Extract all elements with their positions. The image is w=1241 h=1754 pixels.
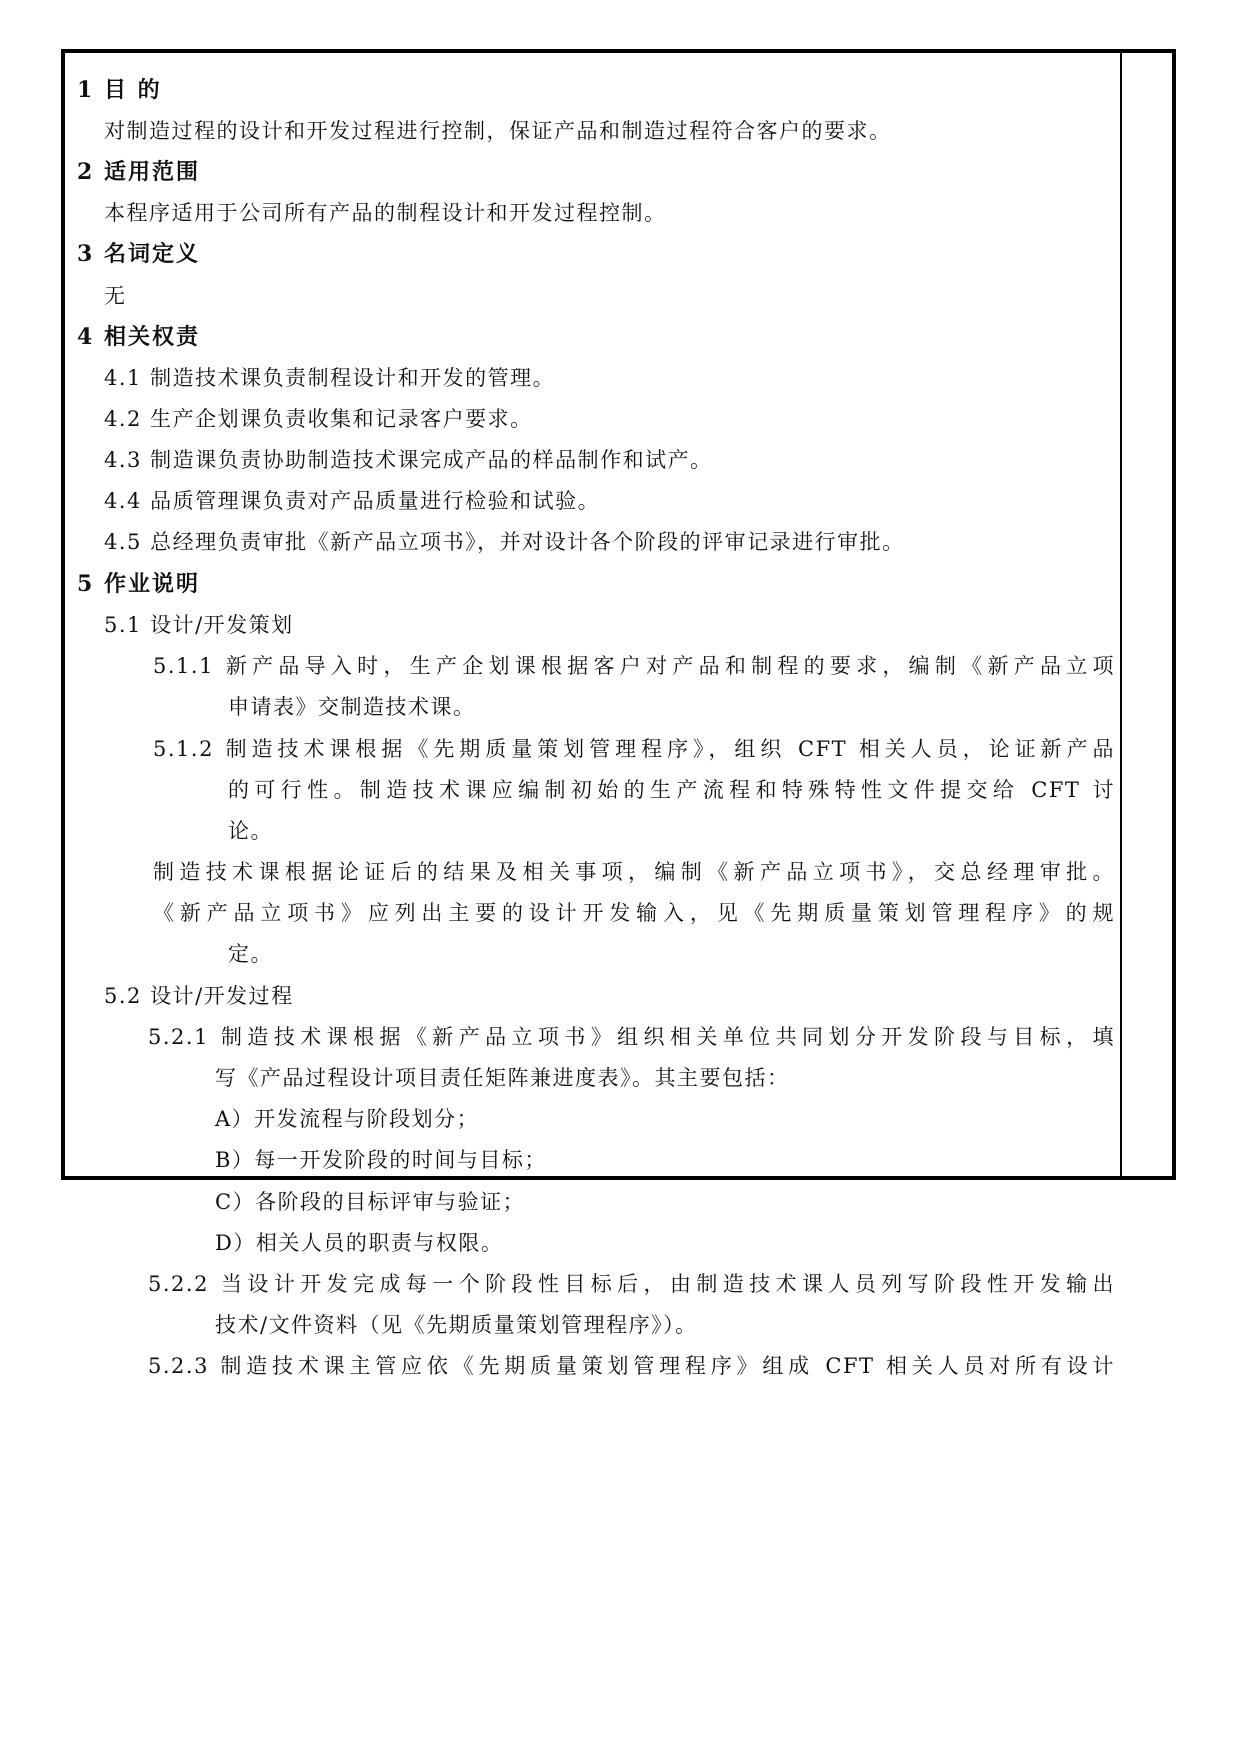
section-3-heading: 3 名词定义 [77,241,200,267]
document-content [65,53,1120,1378]
paragraph-5-2-1-line-2: 写《产品过程设计项目责任矩阵兼进度表》。其主要包括： [215,1066,790,1090]
list-item: C）各阶段的目标评审与验证； [215,1190,526,1214]
paragraph-5-1-4-line-1: 《新产品立项书》应列出主要的设计开发输入，见《先期质量策划管理程序》的规 [153,901,1115,925]
section-4-heading: 4 相关权责 [77,324,200,350]
section-2-body: 本程序适用于公司所有产品的制程设计和开发过程控制。 [104,201,667,225]
paragraph-5-1-1-line-1: 5.1.1 新产品导入时，生产企划课根据客户对产品和制程的要求，编制《新产品立项 [153,654,1115,678]
list-item: B）每一开发阶段的时间与目标； [215,1148,547,1172]
paragraph-5-1-2-line-1: 5.1.2 制造技术课根据《先期质量策划管理程序》，组织 CFT 相关人员，论证新产品 [153,737,1115,761]
list-item: A）开发流程与阶段划分； [215,1107,480,1131]
list-item: D）相关人员的职责与权限。 [215,1231,504,1255]
section-1-body: 对制造过程的设计和开发过程进行控制，保证产品和制造过程符合客户的要求。 [104,119,892,143]
paragraph-5-2-3-line-1: 5.2.3 制造技术课主管应依《先期质量策划管理程序》组成 CFT 相关人员对所有设计 [148,1354,1115,1378]
paragraph-5-1-2-line-3: 论。 [228,819,273,843]
section-4-item: 4.3 制造课负责协助制造技术课完成产品的样品制作和试产。 [104,448,713,472]
section-2-heading: 2 适用范围 [77,159,200,185]
paragraph-5-1-2-line-2: 的可行性。制造技术课应编制初始的生产流程和特殊特性文件提交给 CFT 讨 [228,778,1115,802]
section-4-item: 4.2 生产企划课负责收集和记录客户要求。 [104,407,533,431]
paragraph-5-2-2-line-2: 技术/文件资料（见《先期质量策划管理程序》）。 [215,1313,698,1337]
document-frame [61,49,1176,1378]
paragraph-5-2-1-line-1: 5.2.1 制造技术课根据《新产品立项书》组织相关单位共同划分开发阶段与目标，填 [148,1025,1115,1049]
section-5-heading: 5 作业说明 [77,571,200,597]
section-4-item: 4.5 总经理负责审批《新产品立项书》，并对设计各个阶段的评审记录进行审批。 [104,530,905,554]
paragraph-5-2-2-line-1: 5.2.2 当设计开发完成每一个阶段性目标后，由制造技术课人员列写阶段性开发输出 [148,1272,1115,1296]
paragraph-5-1-3: 制造技术课根据论证后的结果及相关事项，编制《新产品立项书》，交总经理审批。 [153,860,1115,884]
section-1-heading: 1 目 的 [77,77,162,103]
right-column-divider [1120,53,1122,1176]
section-4-item: 4.4 品质管理课负责对产品质量进行检验和试验。 [104,489,601,513]
section-5-2-title: 5.2 设计/开发过程 [104,984,294,1008]
paragraph-5-1-4-line-2: 定。 [228,942,273,966]
paragraph-5-1-1-line-2: 申请表》交制造技术课。 [228,695,476,719]
section-3-body: 无 [104,284,127,308]
section-5-1-title: 5.1 设计/开发策划 [104,613,294,637]
section-4-item: 4.1 制造技术课负责制程设计和开发的管理。 [104,366,556,390]
